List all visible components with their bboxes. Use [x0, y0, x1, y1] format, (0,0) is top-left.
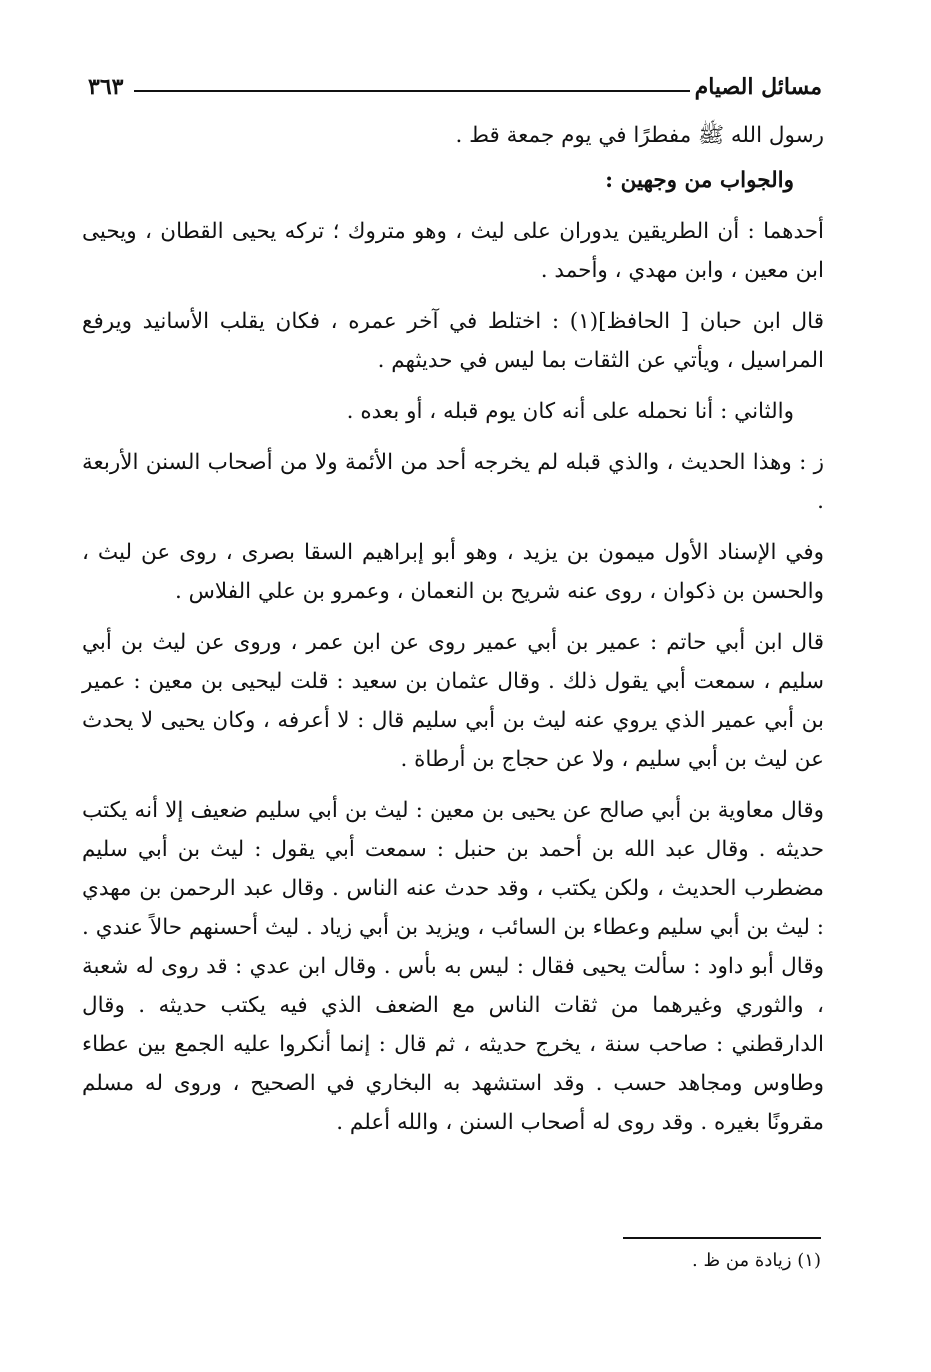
paragraph-muawiya: وقال معاوية بن أبي صالح عن يحيى بن معين : ليث بن أبي سليم ضعيف إلا أنه يكتب حديثه . وقال عبد الله بن أحمد بن حنبل : سمعت أبي يقول : ليث بن أبي سليم مضطرب الحديث ، ولكن يكتب ، وقد حدث عنه الناس . وقال عبد الرحمن بن مهدي : ليث بن أبي سليم وعطاء بن السائب ، ويزيد بن أبي زياد . ليث أحسنهم حالاً عندي . وقال أبو داود : سألت يحيى فقال : ليس به بأس . وقال ابن عدي : قد روى له شعبة ، والثوري وغيرهما من ثقات الناس مع الضعف الذي فيه يكتب حديثه . وقال الدارقطني : صاحب سنة ، يخرج حديثه ، ثم قال : إنما أنكروا عليه الجمع بين عطاء وطاوس ومجاهد حسب . وقد استشهد به البخاري في الصحيح ، وروى له مسلم مقرونًا بغيره . وقد روى له أصحاب السنن ، والله أعلم .	[82, 798, 824, 1135]
paragraph-answer-heading: والجواب من وجهين :	[605, 168, 794, 193]
header-rule	[134, 90, 690, 92]
page-header	[88, 68, 822, 108]
paragraph-continuation: رسول الله ﷺ مفطرًا في يوم جمعة قط .	[455, 123, 824, 148]
paragraph-zain-note: ز : وهذا الحديث ، والذي قبله لم يخرجه أحد من الأئمة ولا من أصحاب السنن الأربعة .	[82, 450, 824, 514]
paragraph-first-reason: أحدهما : أن الطريقين يدوران على ليث ، وهو متروك ؛ تركه يحيى القطان ، ويحيى ابن معين ، وابن مهدي ، وأحمد .	[82, 219, 824, 283]
page-number: ٣٦٣	[88, 74, 124, 100]
main-text	[82, 116, 824, 1154]
paragraph-ibn-abi-hatim: قال ابن أبي حاتم : عمير بن أبي عمير روى عن ابن عمر ، وروى عن ليث بن أبي سليم ، سمعت أبي يقول ذلك . وقال عثمان بن سعيد : قلت ليحيى بن معين : عمير بن أبي عمير الذي يروي عنه ليث بن أبي سليم قال : لا أعرفه ، وكان يحيى لا يحدث عن ليث بن أبي سليم ، ولا عن حجاج بن أرطاة .	[82, 630, 824, 772]
paragraph-first-isnad: وفي الإسناد الأول ميمون بن يزيد ، وهو أبو إبراهيم السقا بصرى ، روى عن ليث ، والحسن بن ذكوان ، روى عنه شريح بن النعمان ، وعمرو بن علي الفلاس .	[82, 540, 824, 604]
running-title: مسائل الصيام	[694, 74, 822, 100]
paragraph-second-reason: والثاني : أنا نحمله على أنه كان يوم قبله ، أو بعده .	[346, 399, 794, 424]
paragraph-ibn-hibban: قال ابن حبان [ الحافظ](١) : اختلط في آخر عمره ، فكان يقلب الأسانيد ويرفع المراسيل ، ويأتي عن الثقات بما ليس في حديثهم .	[82, 309, 824, 373]
footnote: (١) زيادة من ظ .	[692, 1250, 821, 1271]
footnote-rule	[623, 1237, 821, 1239]
